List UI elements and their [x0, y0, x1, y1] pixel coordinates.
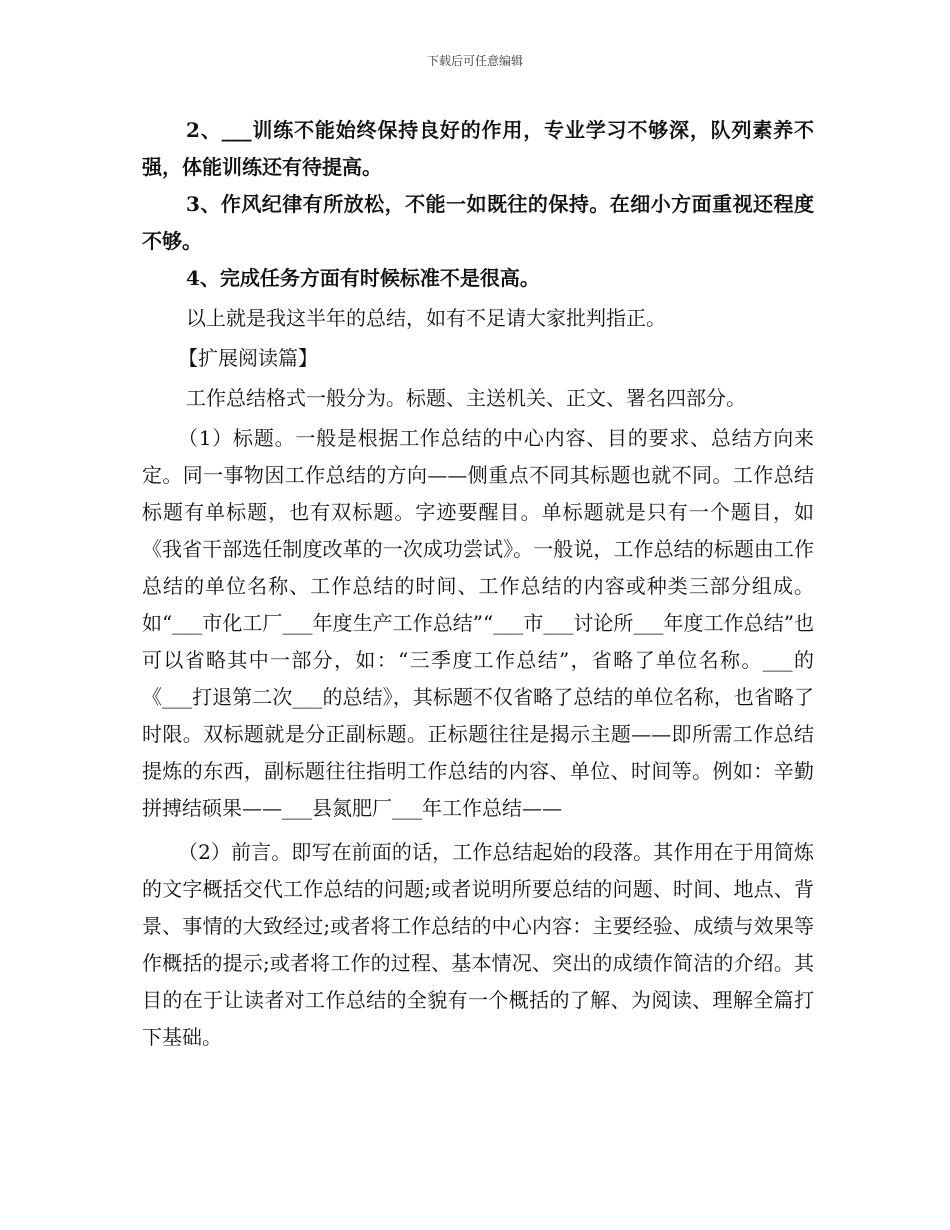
- shortcoming-item-4: 4、完成任务方面有时候标准不是很高。: [186, 266, 540, 290]
- extended-reading-heading: 【扩展阅读篇】: [178, 346, 318, 370]
- document-body: [142, 112, 814, 1056]
- shortcoming-item-3: 3、作风纪律有所放松，不能一如既往的保持。在细小方面重视还程度不够。: [142, 192, 814, 253]
- format-intro-paragraph: 工作总结格式一般分为。标题、主送机关、正文、署名四部分。: [186, 386, 746, 410]
- preface-section-paragraph: （2）前言。即写在前面的话，工作总结起始的段落。其作用在于用简炼的文字概括交代工作总结的问题;或者说明所要总结的问题、时间、地点、背景、事情的大致经过;或者将工作总结的中心内容：主要经验、成绩与效果等作概括的提示;或者将工作的过程、基本情况、突出的成绩作简洁的介绍。其目的在于让读者对工作总结的全貌有一个概括的了解、为阅读、理解全篇打下基础。: [142, 840, 814, 1049]
- page-header: 下载后可任意编辑: [426, 54, 523, 68]
- closing-paragraph: 以上就是我这半年的总结，如有不足请大家批判指正。: [186, 306, 666, 330]
- shortcoming-item-2: 2、___训练不能始终保持良好的作用，专业学习不够深，队列素养不强，体能训练还有待提高。: [142, 118, 814, 179]
- title-section-paragraph: （1）标题。一般是根据工作总结的中心内容、目的要求、总结方向来定。同一事物因工作总结的方向——侧重点不同其标题也就不同。工作总结标题有单标题，也有双标题。字迹要醒目。单标题就是只有一个题目，如《我省干部选任制度改革的一次成功尝试》。一般说，工作总结的标题由工作总结的单位名称、工作总结的时间、工作总结的内容或种类三部分组成。如“___市化工厂___年度生产工作总结”“___市___讨论所___年度工作总结”也可以省略其中一部分，如：“三季度工作总结”，省略了单位名称。___的《___打退第二次___的总结》，其标题不仅省略了总结的单位名称，也省略了时限。双标题就是分正副标题。正标题往往是揭示主题——即所需工作总结提炼的东西，副标题往往指明工作总结的内容、单位、时间等。例如：辛勤拼搏结硕果——___县氮肥厂___年工作总结——: [142, 426, 814, 820]
